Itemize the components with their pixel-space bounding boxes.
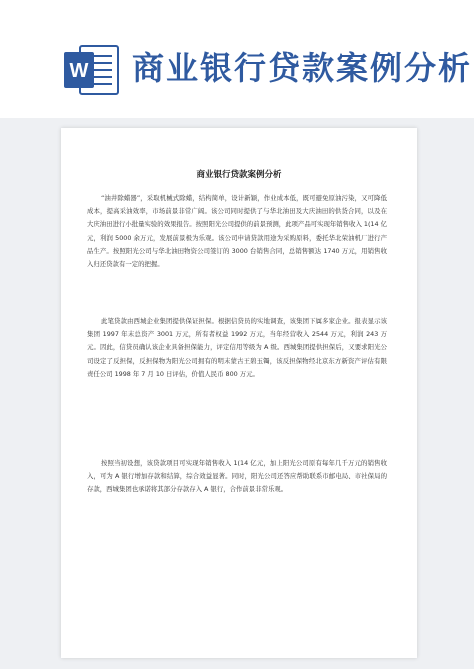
banner-title: 商业银行贷款案例分析 [132,49,473,87]
svg-text:W: W [69,60,89,82]
document-page [61,128,417,658]
document-title: 商业银行贷款案例分析 [196,170,282,180]
word-document-icon [62,42,120,98]
paragraph: “油井除蜡器”，采取机械式除蜡，结构简单，设计新颖，作业成本低，既可避免原油污染，又可降低成本，提高采油效率，市场前景非常广阔。该公司同时提供了与华北油田及大庆油田的供货合同，以及在大庆油田进行小批量实验的效果报告。按照阳光公司提供的前景预测，此项产品可实现年销售收入 1(14 亿元，利润 5000 余万元，发展前景极为乐观。该公司申请贷款用途为采购原料，委托华北荣油机厂进行产品生产。按照阳光公司与华北油田物资公司签订的 3000 台销售合同，总销售额达 1740 万元，用销售收入归还贷款有一定的把握。 [87,194,387,269]
paragraph: 此笔贷款由西城企业集团提供保证担保。根据信贷员的实地调查，该集团下属多家企业。报表显示该集团 1997 年末总资产 3001 万元，所有者权益 1992 万元，当年经营收入 2544 万元，利润 243 万元。因此，信贷员确认该企业具备担保能力，评定信用等级为 A 级。西城集团提供担保后，又要求阳光公司设定了反担保，反担保物为阳光公司拥有的明末蒙古王碧玉镯，该反担保物经北京东方新资产评估有限责任公司 1998 年 7 月 10 日评估，价值人民币 800 万元。 [87,317,387,378]
paragraph: 按照当初设想，该贷款项目可实现年销售收入 1(14 亿元，加上阳光公司原有每年几千万元的销售收入，可为 A 银行增加存款和结算，综合效益显著。同时，阳光公司还答应帮助联系市邮电局、市社保局的存款，西城集团也承诺将其部分存款存入 A 银行，合作前景非常乐观。 [87,459,387,494]
banner [0,0,474,118]
